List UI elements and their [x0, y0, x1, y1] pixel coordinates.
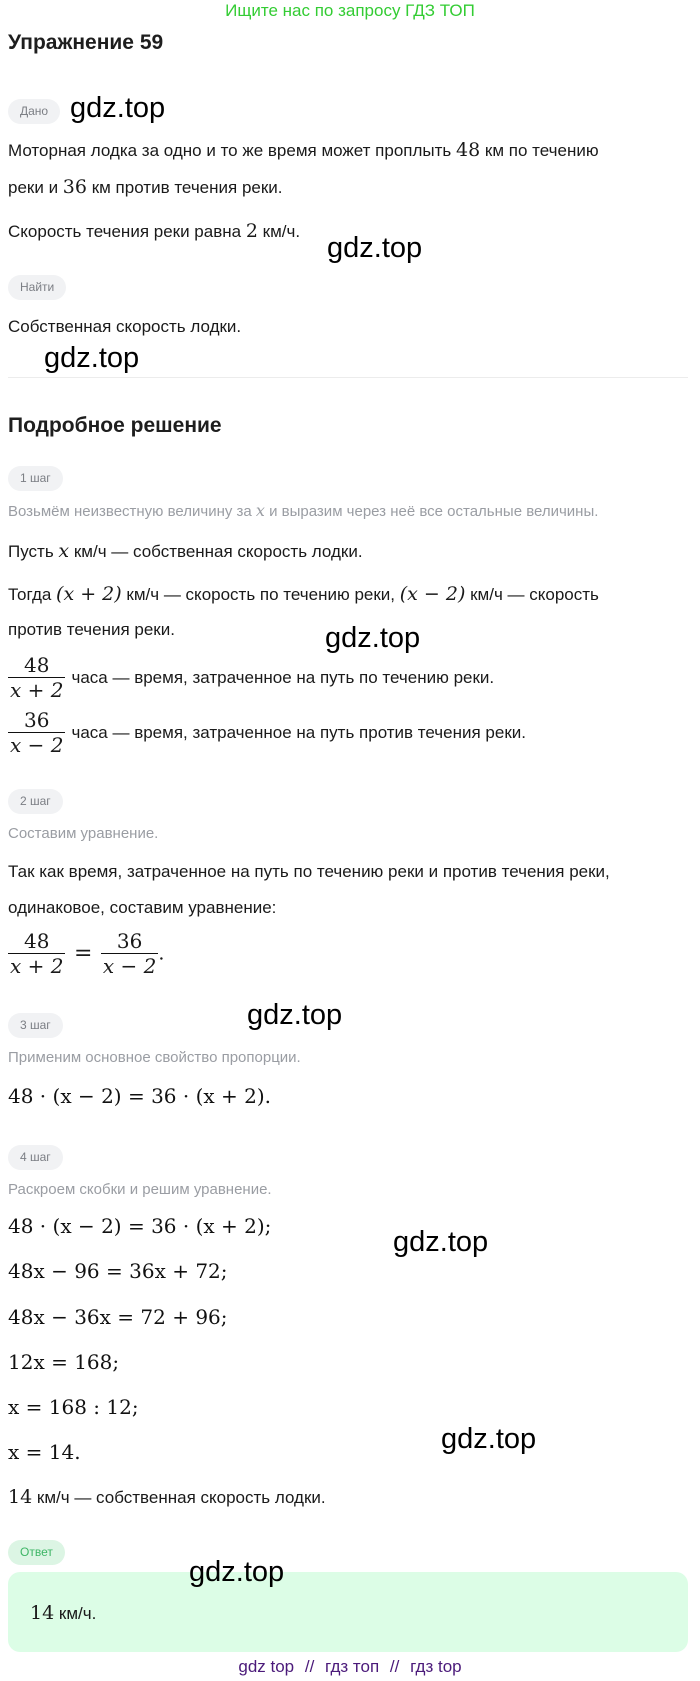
fraction-line-2: $\frac{36}{x - 2}$ часа — время, затраченное на путь против течения реки. — [10, 708, 526, 757]
divider — [8, 377, 688, 378]
footer-links — [0, 1657, 700, 1677]
step-4-line: 48x − 96 = 36x + 72; — [8, 1259, 228, 1283]
footer-separator: // — [389, 1657, 400, 1676]
footer-link[interactable]: gdz top — [238, 1657, 295, 1676]
step-4-line: x = 14. — [8, 1440, 81, 1464]
equation: $\frac{48}{x + 2}$ = $\frac{36}{x - 2}$ . — [10, 929, 165, 978]
watermark: gdz.top — [441, 1423, 537, 1455]
step-2-badge: 2 шаг — [8, 789, 63, 814]
step-2-line-2: одинаковое, составим уравнение: — [8, 898, 277, 917]
step-4-result: 14 км/ч — собственная скорость лодки. — [8, 1486, 326, 1508]
watermark: gdz.top — [393, 1226, 489, 1258]
fraction: $\frac{48}{x + 2}$ — [10, 653, 64, 702]
watermark: gdz.top — [325, 622, 421, 654]
step-1-badge: 1 шаг — [8, 466, 63, 491]
fraction: $\frac{36}{x - 2}$ — [10, 708, 64, 757]
step-3-badge: 3 шаг — [8, 1013, 63, 1038]
step-4-line: 12x = 168; — [8, 1350, 120, 1374]
solution-title: Подробное решение — [8, 414, 222, 437]
step-2-line-1: Так как время, затраченное на путь по течению реки и против течения реки, — [8, 862, 610, 881]
watermark: gdz.top — [247, 999, 343, 1031]
watermark: gdz.top — [327, 232, 423, 264]
fraction-line-1: $\frac{48}{x + 2}$ часа — время, затраченное на путь по течению реки. — [10, 653, 495, 702]
step-4-line: 48x − 36x = 72 + 96; — [8, 1305, 228, 1329]
page-title: Упражнение 59 — [8, 31, 164, 54]
watermark: gdz.top — [70, 92, 166, 124]
step-4-line: x = 168 : 12; — [8, 1395, 139, 1419]
find-text: Собственная скорость лодки. — [8, 317, 242, 336]
search-banner: Ищите нас по запросу ГДЗ ТОП — [225, 1, 475, 20]
answer-badge: Ответ — [8, 1540, 65, 1565]
step-3-equation: 48 · (x − 2) = 36 · (x + 2). — [8, 1084, 272, 1108]
step-4-hint: Раскроем скобки и решим уравнение. — [8, 1181, 272, 1198]
answer-text: 14 км/ч. — [30, 1602, 97, 1624]
watermark: gdz.top — [44, 342, 140, 374]
step-1-hint: Возьмём неизвестную величину за x и выразим через неё все остальные величины. — [8, 501, 599, 520]
step-1-line-2: Тогда (x + 2) км/ч — скорость по течению реки, (x − 2) км/ч — скорость — [8, 583, 599, 605]
footer-link[interactable]: гдз top — [410, 1657, 462, 1676]
watermark: gdz.top — [189, 1556, 285, 1588]
step-1-line-1: Пусть x км/ч — собственная скорость лодки. — [8, 540, 363, 562]
step-1-line-3: против течения реки. — [8, 620, 175, 639]
footer-separator: // — [304, 1657, 315, 1676]
given-line-3: Скорость течения реки равна 2 км/ч. — [8, 220, 301, 242]
footer-link[interactable]: гдз топ — [325, 1657, 380, 1676]
step-4-badge: 4 шаг — [8, 1145, 63, 1170]
answer-box — [8, 1572, 688, 1652]
step-4-line: 48 · (x − 2) = 36 · (x + 2); — [8, 1214, 272, 1238]
given-badge: Дано — [8, 99, 60, 124]
step-3-hint: Применим основное свойство пропорции. — [8, 1049, 301, 1066]
step-2-hint: Составим уравнение. — [8, 825, 159, 842]
given-line-2: реки и 36 км против течения реки. — [8, 176, 283, 198]
find-badge: Найти — [8, 275, 66, 300]
given-line-1: Моторная лодка за одно и то же время может проплыть 48 км по течению — [8, 139, 599, 161]
